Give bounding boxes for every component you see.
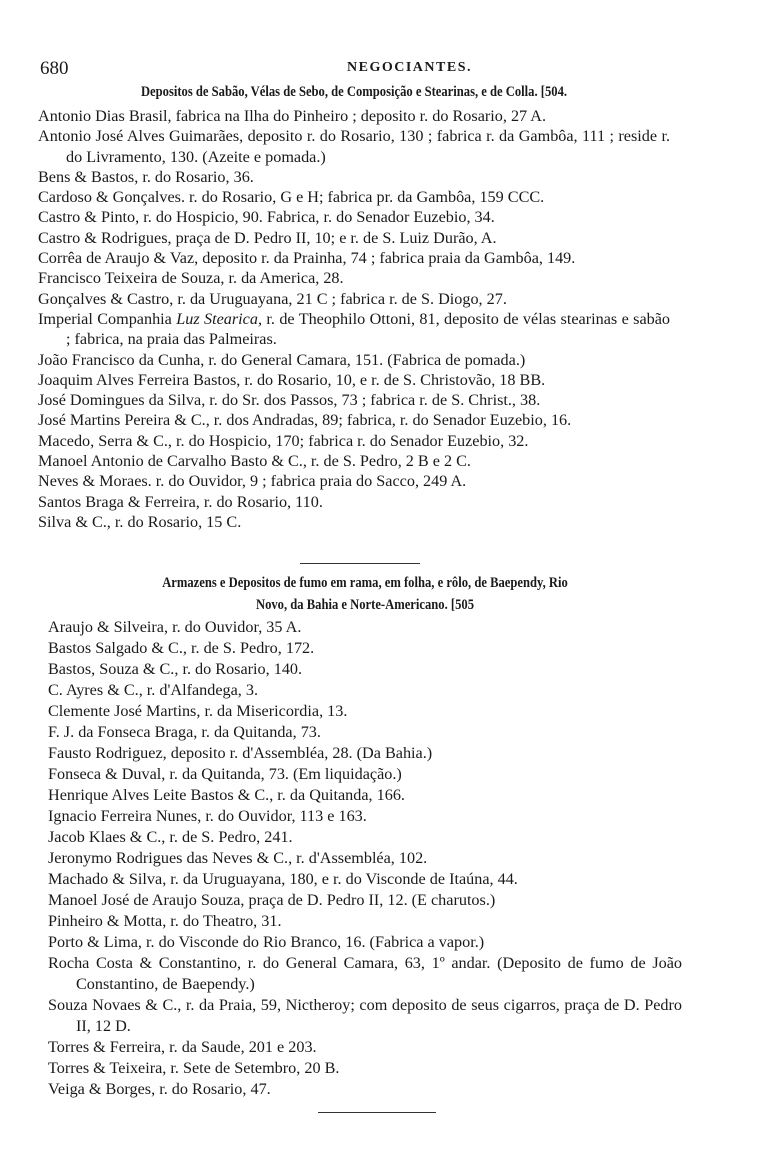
directory-entry: Fonseca & Duval, r. da Quitanda, 73. (Em liquidação.) [48,765,402,783]
directory-entry: Torres & Ferreira, r. da Saude, 201 e 203. [48,1038,317,1056]
directory-entry: Bastos Salgado & C., r. de S. Pedro, 172. [48,639,315,657]
directory-entry: Bens & Bastos, r. do Rosario, 36. [38,167,254,186]
directory-entry: Porto & Lima, r. do Visconde do Rio Branco, 16. (Fabrica a vapor.) [48,933,485,951]
directory-entry: Jeronymo Rodrigues das Neves & C., r. d'Assembléa, 102. [48,849,428,867]
directory-entry: Rocha Costa & Constantino, r. do General Camara, 63, 1º andar. (Deposito de fumo de João Constantino, de Baependy.) [48,954,682,993]
directory-entry: Jacob Klaes & C., r. de S. Pedro, 241. [48,828,293,846]
directory-entry [38,309,670,350]
directory-entry: Corrêa de Araujo & Vaz, deposito r. da Prainha, 74 ; fabrica praia da Gambôa, 149. [38,249,576,268]
section-heading-line: Armazens e Depositos de fumo em rama, em folha, e rôlo, de Baependy, Rio [162,575,568,591]
directory-entry: José Domingues da Silva, r. do Sr. dos Passos, 73 ; fabrica r. de S. Christ., 38. [38,391,541,410]
entry-text: r. de Theophilo Ottoni, 81, deposito de vélas stearinas e sabão ; fabrica, na praia das Palmeiras. [66,309,670,349]
section-soap-candles [38,82,670,532]
section-heading-line: Novo, da Bahia e Norte-Americano. [505 [255,597,475,613]
directory-entry: Macedo, Serra & C., r. do Hospicio, 170; fabrica r. do Senador Euzebio, 32. [38,431,529,450]
directory-entry: Veiga & Borges, r. do Rosario, 47. [48,1080,271,1098]
directory-entry: Torres & Teixeira, r. Sete de Setembro, 20 B. [48,1059,340,1077]
directory-entry: Antonio Dias Brasil, fabrica na Ilha do Pinheiro ; deposito r. do Rosario, 27 A. [38,107,547,125]
entry-italic-name: Luz Stearica, [176,309,263,328]
section-divider [300,563,420,564]
directory-entry: Santos Braga & Ferreira, r. do Rosario, 110. [38,492,323,511]
directory-entry: Bastos, Souza & C., r. do Rosario, 140. [48,660,303,678]
section-heading [48,573,682,615]
page-number: 680 [40,58,69,79]
entry-list [48,617,682,1100]
directory-entry: F. J. da Fonseca Braga, r. da Quitanda, 73. [48,723,321,741]
directory-entry: Ignacio Ferreira Nunes, r. do Ouvidor, 113 e 163. [48,807,367,825]
end-divider [318,1112,436,1113]
running-head: NEGOCIANTES. [347,60,472,75]
directory-entry: Gonçalves & Castro, r. da Uruguayana, 21 C ; fabrica r. de S. Diogo, 27. [38,289,507,308]
directory-entry: Henrique Alves Leite Bastos & C., r. da Quitanda, 166. [48,786,405,804]
directory-entry: Francisco Teixeira de Souza, r. da America, 28. [38,269,344,288]
directory-entry: João Francisco da Cunha, r. do General Camara, 151. (Fabrica de pomada.) [38,350,526,369]
directory-entry: Joaquim Alves Ferreira Bastos, r. do Rosario, 10, e r. de S. Christovão, 18 BB. [38,370,546,389]
directory-entry: Castro & Pinto, r. do Hospicio, 90. Fabrica, r. do Senador Euzebio, 34. [38,208,495,227]
section-tobacco [48,573,682,1100]
section-heading-line: Depositos de Sabão, Vélas de Sebo, de Composição e Stearinas, e de Colla. [504. [140,84,568,100]
directory-entry: Araujo & Silveira, r. do Ouvidor, 35 A. [48,618,302,636]
directory-entry: José Martins Pereira & C., r. dos Andradas, 89; fabrica, r. do Senador Euzebio, 16. [38,411,572,430]
directory-entry: C. Ayres & C., r. d'Alfandega, 3. [48,681,259,699]
directory-entry: Antonio José Alves Guimarães, deposito r. do Rosario, 130 ; fabrica r. da Gambôa, 111 ; reside r. do Livramento, 130. (Azeite e pomada.) [38,127,670,166]
directory-entry: Neves & Moraes. r. do Ouvidor, 9 ; fabrica praia do Sacco, 249 A. [38,472,467,491]
directory-entry: Souza Novaes & C., r. da Praia, 59, Nictheroy; com deposito de seus cigarros, praça de D. Pedro II, 12 D. [48,996,682,1035]
directory-entry: Castro & Rodrigues, praça de D. Pedro II, 10; e r. de S. Luiz Durão, A. [38,228,497,247]
directory-entry: Silva & C., r. do Rosario, 15 C. [38,512,242,531]
entry-text: Imperial Companhia [38,309,177,328]
directory-entry: Clemente José Martins, r. da Misericordia, 13. [48,702,348,720]
directory-entry: Pinheiro & Motta, r. do Theatro, 31. [48,912,282,930]
directory-entry: Cardoso & Gonçalves. r. do Rosario, G e H; fabrica pr. da Gambôa, 159 CCC. [38,188,545,207]
directory-entry: Fausto Rodriguez, deposito r. d'Assembléa, 28. (Da Bahia.) [48,744,433,762]
directory-entry: Machado & Silva, r. da Uruguayana, 180, e r. do Visconde de Itaúna, 44. [48,870,518,888]
entry-list [38,106,670,532]
section-heading [38,82,670,102]
directory-entry: Manoel Antonio de Carvalho Basto & C., r. de S. Pedro, 2 B e 2 C. [38,452,471,471]
directory-entry: Manoel José de Araujo Souza, praça de D. Pedro II, 12. (E charutos.) [48,891,496,909]
